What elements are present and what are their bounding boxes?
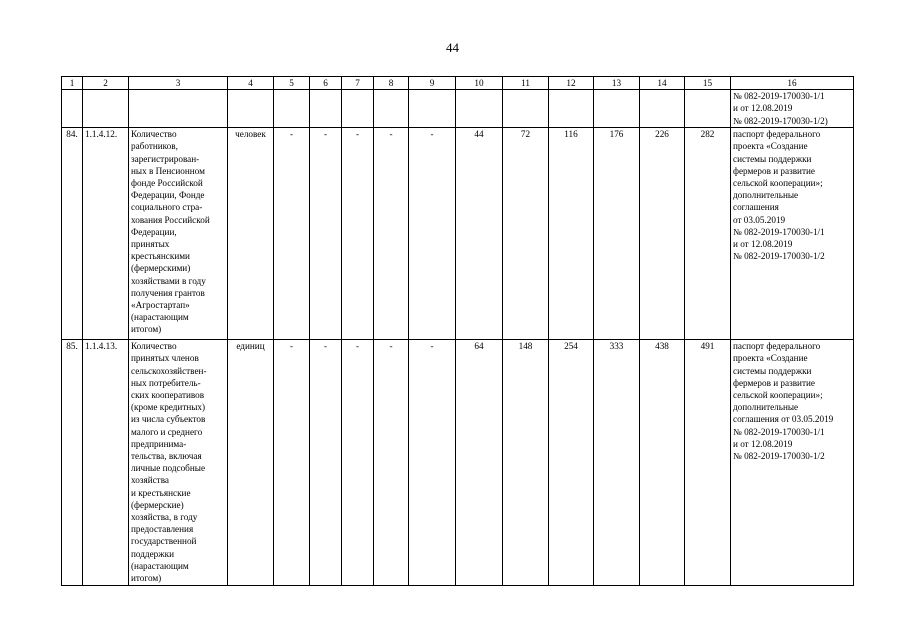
value-cell: - <box>374 128 409 340</box>
table-cell <box>62 90 83 128</box>
table-cell <box>228 90 274 128</box>
column-number: 1 <box>62 77 83 90</box>
table-cell <box>456 90 503 128</box>
value-cell: 176 <box>594 128 640 340</box>
column-number: 5 <box>274 77 310 90</box>
value-cell: - <box>409 340 456 586</box>
value-cell: 491 <box>685 340 731 586</box>
column-number-header-row <box>62 77 854 90</box>
unit-cell: человек <box>228 128 274 340</box>
value-cell: 116 <box>549 128 594 340</box>
row-number: 85. <box>62 340 83 586</box>
value-cell: - <box>274 340 310 586</box>
table-cell <box>83 90 129 128</box>
value-cell: 72 <box>503 128 549 340</box>
source-cell: № 082-2019-170030-1/1 и от 12.08.2019 № 082-2019-170030-1/2) <box>731 90 854 128</box>
value-cell: 148 <box>503 340 549 586</box>
indicator-code: 1.1.4.13. <box>83 340 129 586</box>
indicators-table <box>61 76 854 586</box>
unit-cell: единиц <box>228 340 274 586</box>
column-number: 16 <box>731 77 854 90</box>
value-cell: 438 <box>640 340 685 586</box>
source-cell: паспорт федерального проекта «Создание системы поддержки фермеров и развитие сельской кооперации»; дополнительные соглашения от 03.05.2019 № 082-2019-170030-1/1 и от 12.08.2019 № 082-2019-170030-1/2 <box>731 128 854 340</box>
column-number: 13 <box>594 77 640 90</box>
column-number: 6 <box>310 77 342 90</box>
table-cell <box>374 90 409 128</box>
table-cell <box>274 90 310 128</box>
table-row <box>62 128 854 340</box>
indicator-name: Количество принятых членов сельскохозяйствен- ных потребитель- ских кооперативов (кроме кредитных) из числа субъектов малого и среднего предпринима- тельства, включая личные подсобные хозяйства и крестьянские (фермерские) хозяйства, в году предоставления государственной поддержки (нарастающим итогом) <box>129 340 228 586</box>
value-cell: - <box>374 340 409 586</box>
source-cell: паспорт федерального проекта «Создание системы поддержки фермеров и развитие сельской кооперации»; дополнительные соглашения от 03.05.2019 № 082-2019-170030-1/1 и от 12.08.2019 № 082-2019-170030-1/2 <box>731 340 854 586</box>
column-number: 12 <box>549 77 594 90</box>
table-cell <box>594 90 640 128</box>
table-cell <box>129 90 228 128</box>
value-cell: 226 <box>640 128 685 340</box>
row-number: 84. <box>62 128 83 340</box>
table-cell <box>685 90 731 128</box>
table-cell <box>409 90 456 128</box>
value-cell: 64 <box>456 340 503 586</box>
column-number: 14 <box>640 77 685 90</box>
column-number: 2 <box>83 77 129 90</box>
column-number: 10 <box>456 77 503 90</box>
table-cell <box>640 90 685 128</box>
table-cell <box>549 90 594 128</box>
table-cell <box>310 90 342 128</box>
value-cell: - <box>342 340 374 586</box>
column-number: 9 <box>409 77 456 90</box>
table-row-continuation <box>62 90 854 128</box>
column-number: 11 <box>503 77 549 90</box>
table-row <box>62 340 854 586</box>
table-cell <box>342 90 374 128</box>
indicator-name: Количество работников, зарегистрирован- ных в Пенсионном фонде Российской Федерации, Фонде социального стра- хования Российской Федерации, принятых крестьянскими (фермерскими) хозяйствами в году получения грантов «Агростартап» (нарастающим итогом) <box>129 128 228 340</box>
value-cell: - <box>310 340 342 586</box>
value-cell: 44 <box>456 128 503 340</box>
indicator-code: 1.1.4.12. <box>83 128 129 340</box>
page-number: 44 <box>446 40 459 55</box>
value-cell: 254 <box>549 340 594 586</box>
value-cell: - <box>342 128 374 340</box>
column-number: 7 <box>342 77 374 90</box>
column-number: 15 <box>685 77 731 90</box>
value-cell: 333 <box>594 340 640 586</box>
value-cell: - <box>310 128 342 340</box>
column-number: 3 <box>129 77 228 90</box>
value-cell: - <box>409 128 456 340</box>
value-cell: - <box>274 128 310 340</box>
value-cell: 282 <box>685 128 731 340</box>
column-number: 4 <box>228 77 274 90</box>
column-number: 8 <box>374 77 409 90</box>
table-cell <box>503 90 549 128</box>
